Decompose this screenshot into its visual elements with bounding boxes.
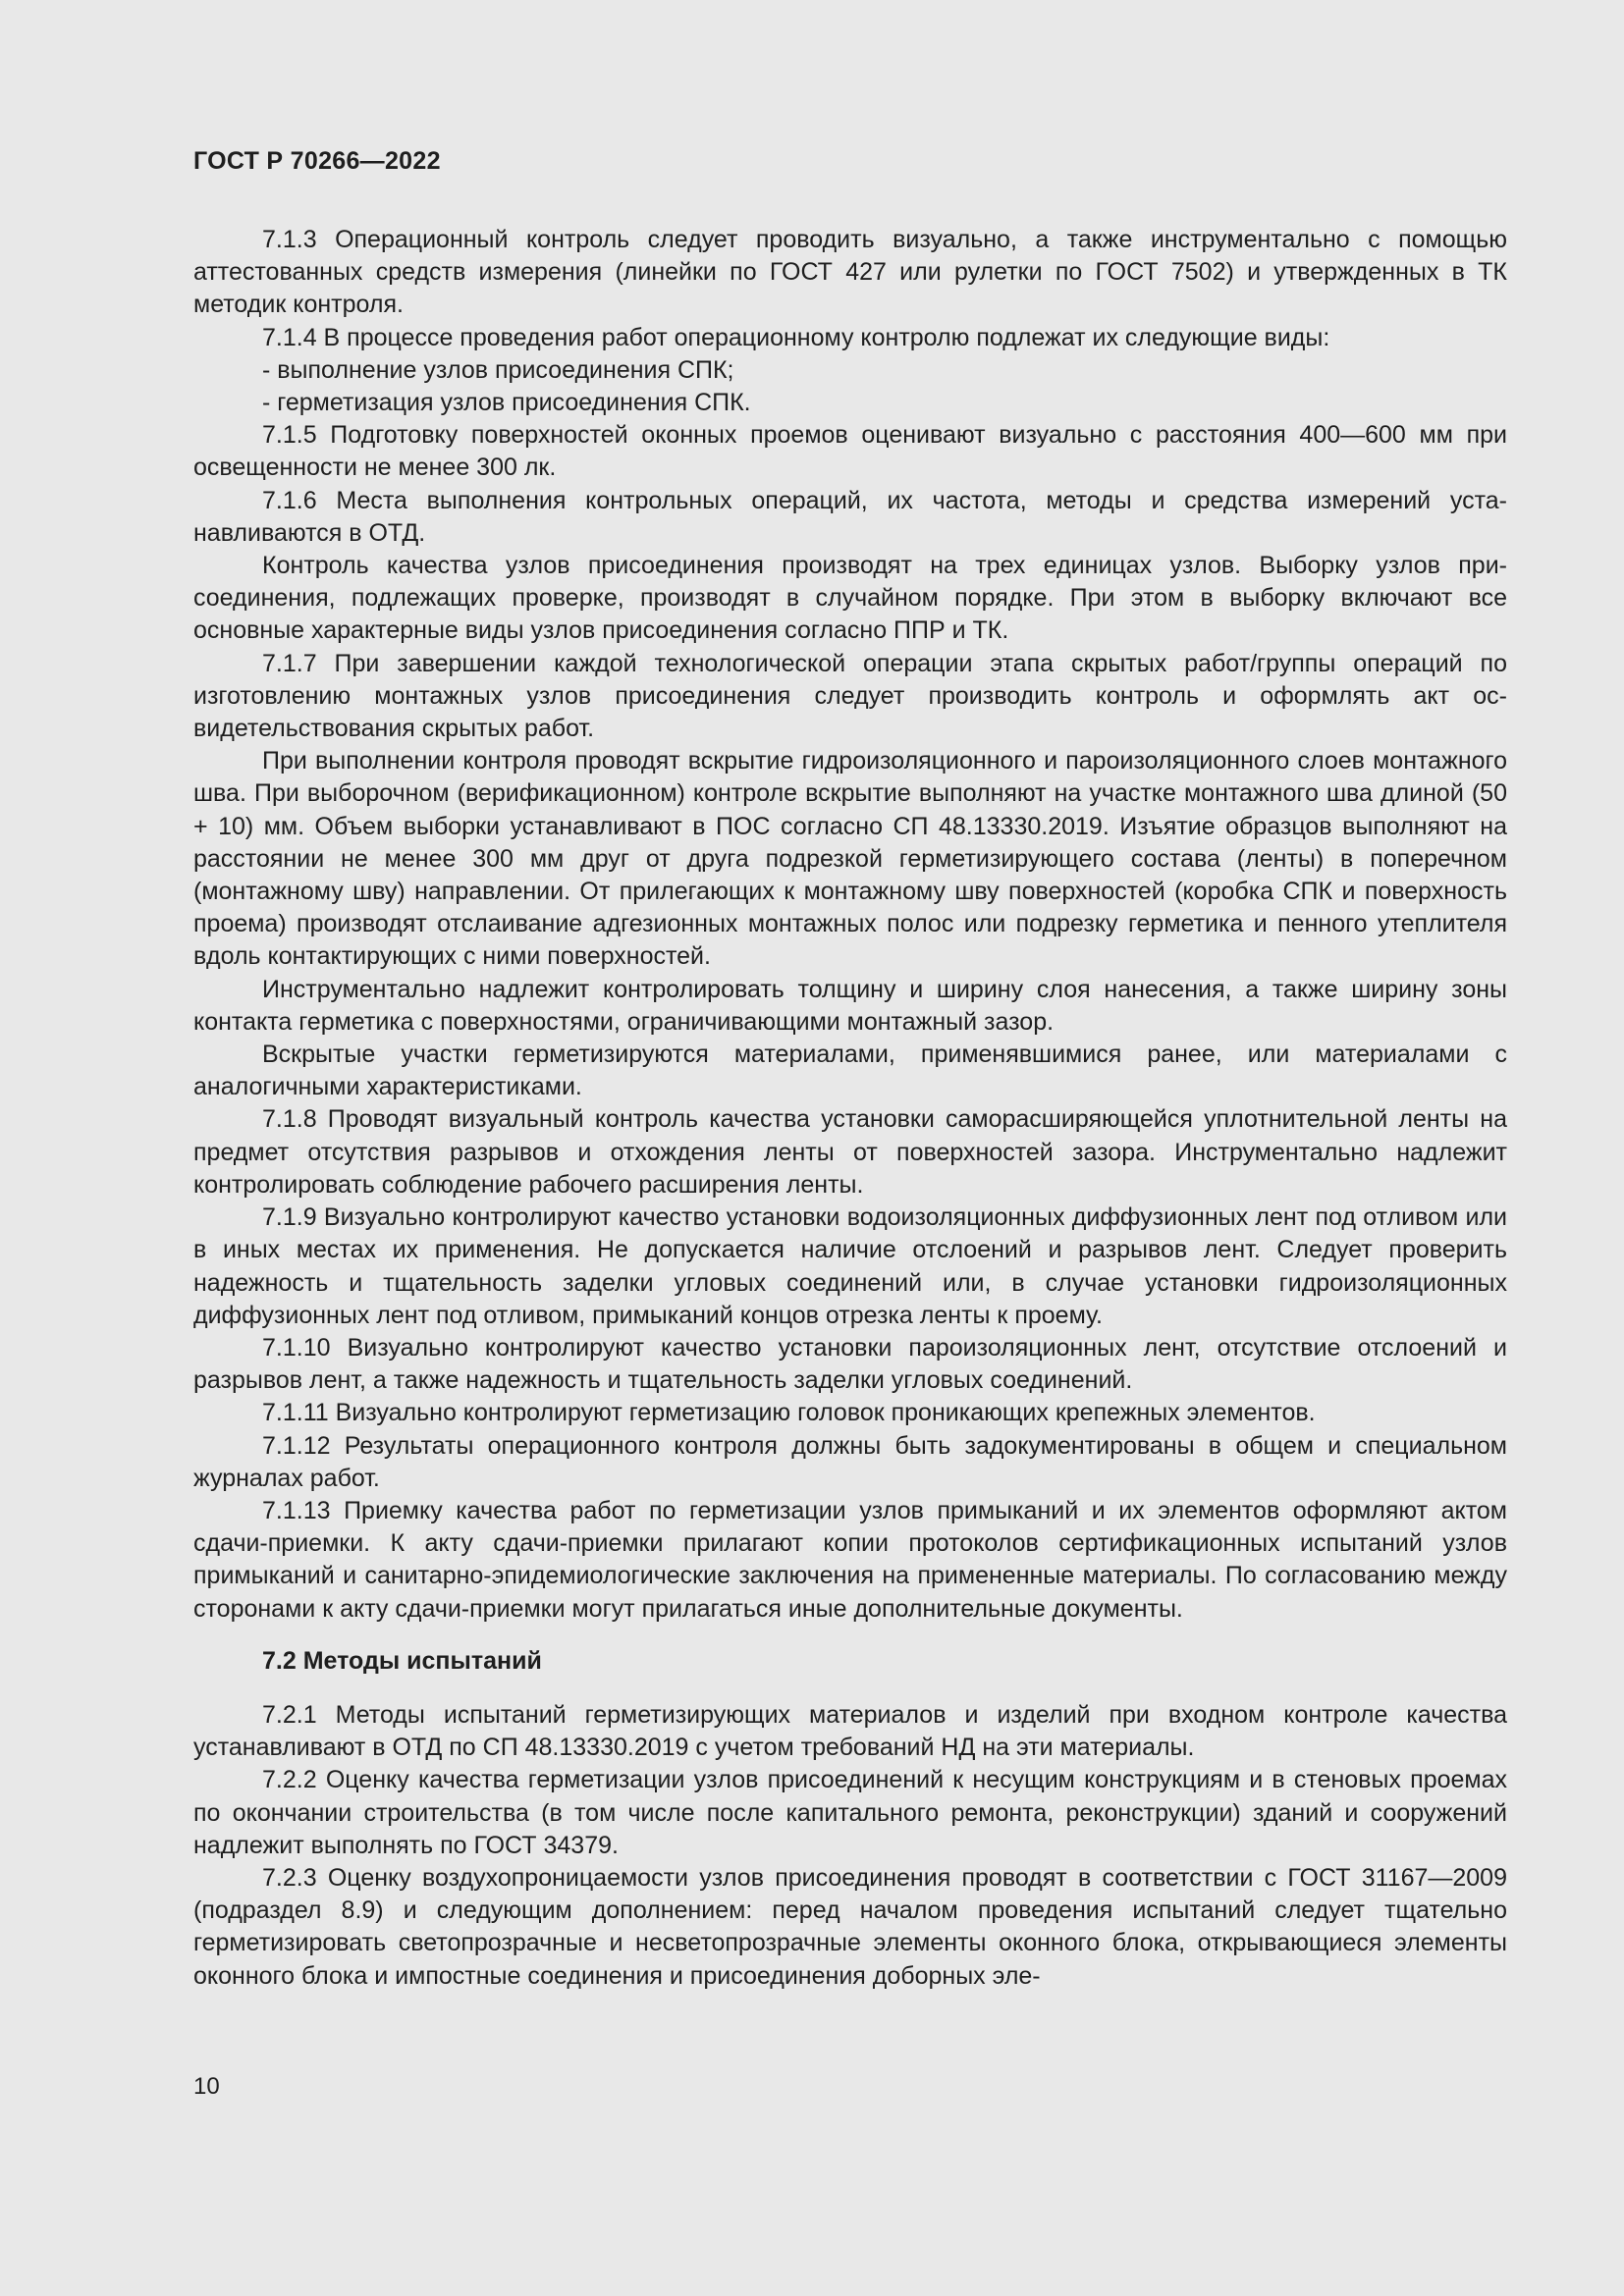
paragraph-7-1-8: 7.1.8 Проводят визуальный контроль качества установки саморасширяющейся уплотнительной ленты на предмет отсутствия разрывов и отхождения ленты от поверхностей зазора. Инструментально надлежит контролировать соблюдение рабочего расширения ленты. [193, 1105, 1507, 1199]
page-number: 10 [193, 2073, 220, 2100]
paragraph-opening-inspection: При выполнении контроля проводят вскрытие гидроизоляционного и пароизоляционного слоев монтажного шва. При выборочном (верификационном) контроле вскрытие выполняют на участке монтажного шва длиной (50 + 10) мм. Объем выборки устанавливают в ПОС согласно СП 48.13330.2019. Изъятие образцов выполняют на расстоянии не менее 300 мм друг от друга подрезкой герметизирующего состава (ленты) в поперечном (монтажному шву) направлении. От прилегающих к монтажному шву поверхностей (коробка СПК и поверхность проема) производят отслаивание адгезионных монтажных полос или подрезку герметика и пенного утеплителя вдоль контактирующих с ними поверхностей. [193, 747, 1507, 971]
paragraph-quality-control-sampling: Контроль качества узлов присоединения производят на трех единицах узлов. Выборку узлов присоединения, подлежащих проверке, производят в случайном порядке. При этом в выборку включают все основные характерные виды узлов присоединения согласно ППР и ТК. [193, 552, 1507, 645]
paragraph-7-1-5: 7.1.5 Подготовку поверхностей оконных проемов оценивают визуально с расстояния 400—600 мм при освещенности не менее 300 лк. [193, 421, 1507, 482]
paragraph-7-1-6: 7.1.6 Места выполнения контрольных операций, их частота, методы и средства измерений устанавливаются в ОТД. [193, 486, 1507, 547]
paragraph-7-1-9: 7.1.9 Визуально контролируют качество установки водоизоляционных диффузионных лент под отливом или в иных местах их применения. Не допускается наличие отслоений и разрывов лент. Следует проверить надежность и тщательность заделки угловых соединений или, в случае установки гидроизоляционных диффузионных лент под отливом, примыканий концов отрезка ленты к проему. [193, 1203, 1507, 1329]
paragraph-7-1-7: 7.1.7 При завершении каждой технологической операции этапа скрытых работ/группы операций по изготовлению монтажных узлов присоединения следует производить контроль и оформлять акт освидетельствования скрытых работ. [193, 649, 1507, 743]
paragraph-7-1-4: 7.1.4 В процессе проведения работ операционному контролю подлежат их следующие виды: [262, 323, 1330, 351]
list-item-connection-nodes: - выполнение узлов присоединения СПК; [262, 355, 734, 384]
document-body [193, 224, 1507, 1993]
paragraph-7-1-13: 7.1.13 Приемку качества работ по герметизации узлов примыканий и их элементов оформляют актом сдачи-приемки. К акту сдачи-приемки прилагают копии протоколов сертификационных испытаний узлов примыканий и санитарно-эпидемиологические заключения на примененные материалы. По согласованию между сторонами к акту сдачи-приемки могут прилагаться иные дополнительные документы. [193, 1496, 1507, 1623]
paragraph-7-1-10: 7.1.10 Визуально контролируют качество установки пароизоляционных лент, отсутствие отслоений и разрывов лент, а также надежность и тщательность заделки угловых соединений. [193, 1333, 1507, 1395]
list-item-sealing-nodes: - герметизация узлов присоединения СПК. [262, 389, 751, 417]
paragraph-instrumental-control: Инструментально надлежит контролировать толщину и ширину слоя нанесения, а также ширину зоны контакта герметика с поверхностями, ограничивающими монтажный зазор. [193, 975, 1507, 1036]
paragraph-7-2-2: 7.2.2 Оценку качества герметизации узлов присоединений к несущим конструкциям и в стеновых проемах по окончании строительства (в том числе после капитального ремонта, реконструкции) зданий и сооружений надлежит выполнять по ГОСТ 34379. [193, 1766, 1507, 1859]
paragraph-7-1-12: 7.1.12 Результаты операционного контроля должны быть задокументированы в общем и специальном журналах работ. [193, 1431, 1507, 1492]
paragraph-7-1-3: 7.1.3 Операционный контроль следует проводить визуально, а также инструментально с помощью аттестованных средств измерения (линейки по ГОСТ 427 или рулетки по ГОСТ 7502) и утвержденных в ТК методик контроля. [193, 226, 1507, 319]
section-title-7-2: 7.2 Методы испытаний [262, 1646, 542, 1675]
paragraph-7-2-3: 7.2.3 Оценку воздухопроницаемости узлов присоединения проводят в соответствии с ГОСТ 31167—2009 (подраздел 8.9) и следующим дополнением: перед началом проведения испытаний следует тщательно герметизировать светопрозрачные и несветопрозрачные элементы оконного блока, открывающиеся элементы оконного блока и импостные соединения и присоединения доборных эле- [193, 1863, 1507, 1990]
paragraph-7-1-11: 7.1.11 Визуально контролируют герметизацию головок проникающих крепежных элементов. [262, 1399, 1316, 1427]
paragraph-opened-areas-sealing: Вскрытые участки герметизируются материалами, применявшимися ранее, или материалами с аналогичными характеристиками. [193, 1041, 1507, 1101]
paragraph-7-2-1: 7.2.1 Методы испытаний герметизирующих материалов и изделий при входном контроле качества устанавливают в ОТД по СП 48.13330.2019 с учетом требований НД на эти материалы. [193, 1700, 1507, 1762]
document-code-header: ГОСТ Р 70266—2022 [193, 147, 441, 175]
